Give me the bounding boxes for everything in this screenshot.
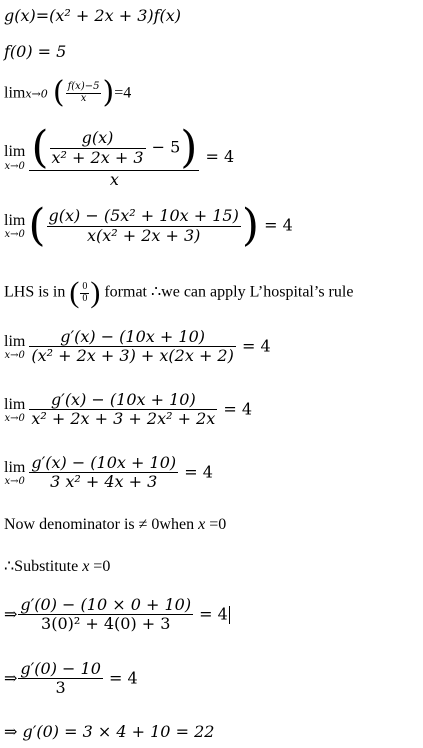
fraction: [66, 82, 102, 104]
lim-block: lim x→0: [4, 143, 26, 172]
fraction: $\frac{g'(x) - (10x + 10)}{\text{(x² + 2x + 3) + x(2x + 2)}}$: [31, 327, 234, 366]
lim-block: lim x→0: [4, 458, 26, 488]
fraction: $\frac{g'(0) - (10 \times 0 + 10)}{\text{3(0)² + 4(0) + 3}}$: [20, 595, 192, 634]
substitute-note: ∴Substitute x =0: [4, 558, 111, 575]
text-cursor: [229, 606, 230, 624]
lhospital-step-2: [4, 391, 252, 429]
lim-block: lim x→0: [4, 211, 26, 241]
limit-expanded: [4, 122, 235, 189]
outer-denominator: x: [109, 170, 119, 189]
equals-value: = 4: [223, 399, 253, 419]
fraction: $\frac{\text{g(x) − (5x² + 10x + 15)}}{\text{x(x² + 2x + 3)}}$: [48, 206, 239, 245]
lim-subscript: x→0: [25, 87, 48, 101]
outer-numerator: ( $\frac{g(x)}{\text{x² + 2x + 3}}$ − 5): [31, 122, 198, 173]
implies-arrow: ⇒: [4, 604, 18, 624]
equals-value: = 4: [108, 668, 138, 688]
limit-combined: lim x→0 ( $\frac{\text{g(x) − (5x² + 10x + 15)}}{\text{x(x² + 2x + 3)}}$ ) = 4: [4, 200, 293, 251]
simplified-step: [4, 660, 138, 698]
lhs-format-statement: LHS is in ( $\frac{0}{0}$ ) format ∴we can apply L’hospital’s rule: [4, 276, 354, 309]
final-answer: ⇒ g′(0) = 3 × 4 + 10 = 22: [4, 722, 215, 741]
equation-definition-g: g(x)=(x² + 2x + 3)f(x): [4, 6, 182, 25]
left-paren: (: [52, 75, 65, 110]
numerator: f(x)−5: [67, 81, 100, 92]
implies-arrow: ⇒: [4, 668, 18, 688]
substitution-step: [4, 596, 230, 634]
lhospital-step-3: [4, 454, 213, 492]
denominator: x: [80, 92, 87, 104]
lhospital-step-1: [4, 328, 271, 366]
limit-statement: [4, 75, 132, 110]
equals-value: = 4: [199, 604, 228, 624]
lim-block: lim x→0: [4, 332, 26, 362]
inner-fraction: $\frac{g(x)}{\text{x² + 2x + 3}}$: [51, 128, 144, 167]
outer-fraction: [29, 122, 199, 189]
zero-over-zero: $\frac{0}{0}$: [82, 281, 88, 304]
fraction: $\frac{g'(x) - (10x + 10)}{\text{x² + 2x + 3 + 2x² + 2x}}$: [31, 390, 216, 429]
equals-value: = 4: [264, 215, 293, 235]
lim-operator: lim: [4, 84, 26, 102]
denominator-nonzero-note: Now denominator is ≠ 0when x =0: [4, 516, 227, 533]
equals-value: = 4: [184, 462, 213, 482]
right-paren: ): [102, 75, 115, 110]
equals-value: = 4: [205, 147, 235, 167]
fraction: $\frac{g'(x) - (10x + 10)}{\text{3 x² + 4x + 3}}$: [31, 453, 177, 492]
lim-block: lim x→0: [4, 395, 26, 425]
equation-f-at-zero: f(0) = 5: [4, 42, 67, 61]
equals-value: =4: [114, 84, 132, 102]
equals-value: = 4: [241, 336, 271, 356]
fraction: $\frac{g'(0) - 10}{3}$: [20, 659, 101, 698]
